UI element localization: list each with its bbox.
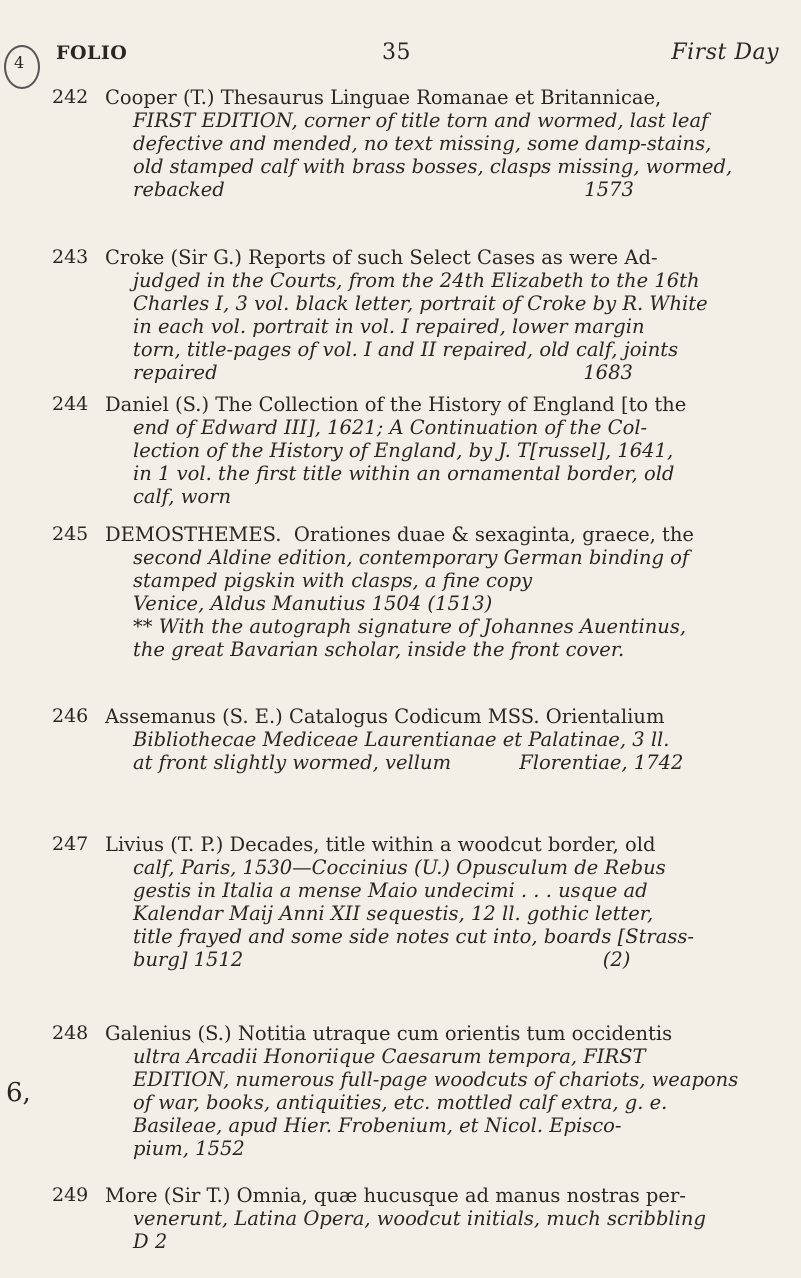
lot-text-line: in 1 vol. the first title within an ornamental border, old [133,462,675,485]
lot-entry [52,833,783,971]
lot-text-line: burg] 1512 (2) [133,948,631,971]
lot-text-line: in each vol. portrait in vol. I repaired, lower margin [133,315,645,338]
lot-text-line: end of Edward III], 1621; A Continuation of the Col- [133,416,648,439]
lot-entry [52,1184,783,1253]
lot-number: 244 [52,393,89,415]
lot-text-line: venerunt, Latina Opera, woodcut initials, much scribbling [133,1207,706,1230]
lot-text-line: Daniel (S.) The Collection of the History of England [to the [105,393,687,416]
lot-number: 245 [52,523,89,545]
lot-entry [52,705,783,774]
lot-text-line: Charles I, 3 vol. black letter, portrait of Croke by R. White [133,292,708,315]
lot-text-line: torn, title-pages of vol. I and II repaired, old calf, joints [133,338,679,361]
lot-entry [52,246,783,384]
lot-text-line: Assemanus (S. E.) Catalogus Codicum MSS. Orientalium [105,705,665,728]
lot-text-line: repaired 1683 [133,361,633,384]
page-header [52,40,779,70]
lot-text-line: EDITION, numerous full-page woodcuts of chariots, weapons [133,1068,739,1091]
lot-text-line: Cooper (T.) Thesaurus Linguae Romanae et Britannicae, [105,86,662,109]
margin-side-mark: 6, [6,1078,31,1108]
lot-text-line: Kalendar Maij Anni XII sequestis, 12 ll. gothic letter, [133,902,654,925]
lot-text-line: FIRST EDITION, corner of title torn and wormed, last leaf [133,109,709,132]
lot-entry [52,393,783,508]
lot-text-line: judged in the Courts, from the 24th Elizabeth to the 16th [133,269,700,292]
lot-text-line: Galenius (S.) Notitia utraque cum orientis tum occidentis [105,1022,673,1045]
lot-number: 246 [52,705,89,727]
lot-entry [52,1022,783,1160]
header-day: First Day [671,40,779,65]
lot-text-line: Basileae, apud Hier. Frobenium, et Nicol. Episco- [133,1114,622,1137]
lot-text-line: ** With the autograph signature of Johannes Auentinus, [133,615,687,638]
lot-text-line: the great Bavarian scholar, inside the front cover. [133,638,625,661]
lot-number: 249 [52,1184,89,1206]
lot-number: 248 [52,1022,89,1044]
lot-text-line: old stamped calf with brass bosses, clasps missing, wormed, [133,155,733,178]
lot-text-line: defective and mended, no text missing, some damp-stains, [133,132,712,155]
lot-text-line: Venice, Aldus Manutius 1504 (1513) [133,592,493,615]
lot-entry [52,86,783,201]
lot-text-line: of war, books, antiquities, etc. mottled calf extra, g. e. [133,1091,668,1114]
lot-entry [52,523,783,661]
lot-text-line: Croke (Sir G.) Reports of such Select Cases as were Ad- [105,246,658,269]
lot-text-line: pium, 1552 [133,1137,245,1160]
lot-text-line: calf, Paris, 1530—Coccinius (U.) Opusculum de Rebus [133,856,666,879]
lot-text-line: Bibliothecae Mediceae Laurentianae et Palatinae, 3 ll. [133,728,670,751]
header-page-number: 35 [382,40,411,65]
lot-number: 243 [52,246,89,268]
lot-number: 242 [52,86,89,108]
lot-text-line: calf, worn [133,485,232,508]
lot-text-line: title frayed and some side notes cut into, boards [Strass- [133,925,694,948]
lot-text-line: Livius (T. P.) Decades, title within a woodcut border, old [105,833,656,856]
lot-text-line: lection of the History of England, by J. T[russel], 1641, [133,439,674,462]
lot-text-line: gestis in Italia a mense Maio undecimi . . . usque ad [133,879,648,902]
lot-text-line: DEMOSTHEMES. Orationes duae & sexaginta, graece, the [105,523,694,546]
lot-text-line: at front slightly wormed, vellum Florentiae, 1742 [133,751,684,774]
lot-text-line: D 2 [133,1230,168,1253]
margin-circle-text: 4 [14,53,25,72]
header-folio: FOLIO [56,42,128,64]
lot-text-line: ultra Arcadii Honoriique Caesarum tempora, FIRST [133,1045,646,1068]
lot-text-line: stamped pigskin with clasps, a fine copy [133,569,533,592]
lot-text-line: rebacked 1573 [133,178,634,201]
lot-text-line: More (Sir T.) Omnia, quæ hucusque ad manus nostras per- [105,1184,686,1207]
lot-number: 247 [52,833,89,855]
lot-text-line: second Aldine edition, contemporary German binding of [133,546,690,569]
